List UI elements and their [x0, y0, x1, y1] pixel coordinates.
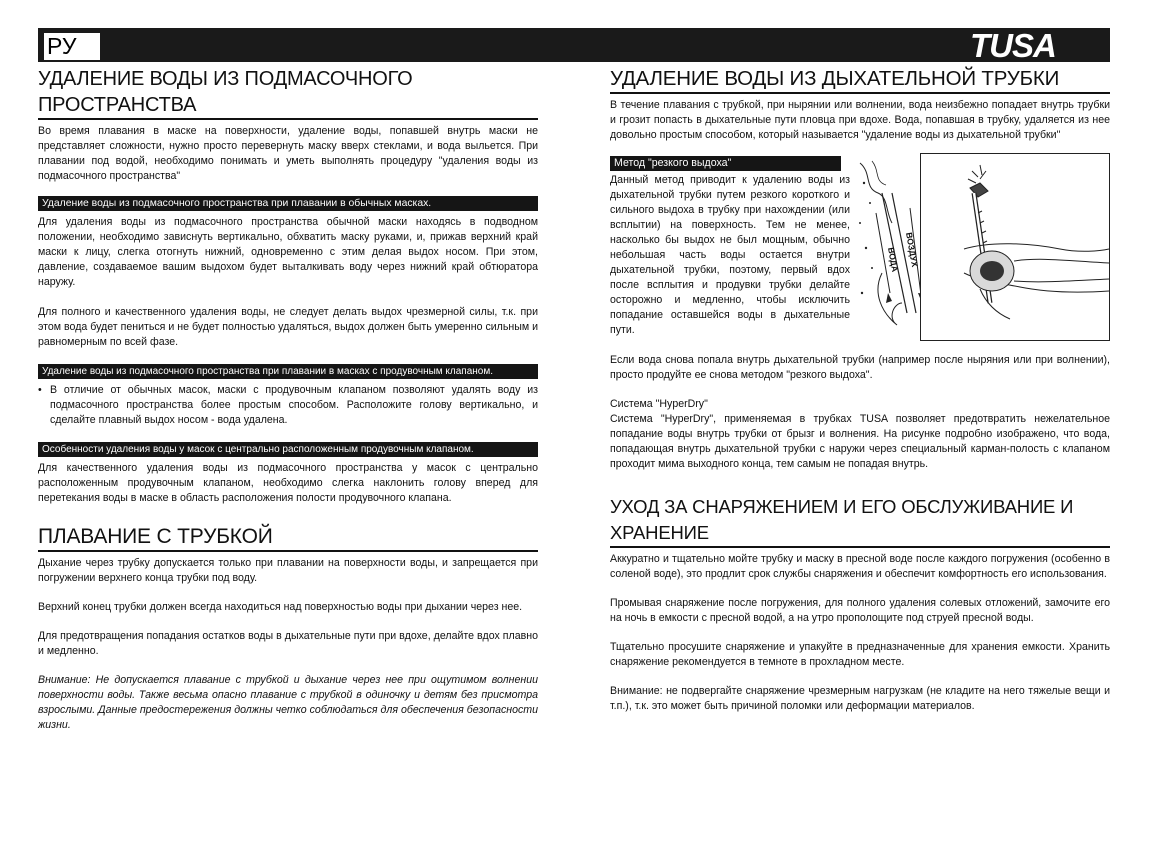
method-block	[610, 153, 1110, 345]
subheading-blast-method: Метод "резкого выдоха"	[610, 156, 841, 171]
section-title-mask-clearing: УДАЛЕНИЕ ВОДЫ ИЗ ПОДМАСОЧНОГО ПРОСТРАНСТВА	[38, 66, 538, 120]
bullet-mark: •	[38, 384, 42, 396]
section-title-care-maintenance: УХОД ЗА СНАРЯЖЕНИЕМ И ЕГО ОБСЛУЖИВАНИЕ И ХРАНЕНИЕ	[610, 494, 1110, 548]
brand-logo: TUSA	[970, 27, 1056, 64]
water-label: ВОДА	[886, 246, 901, 273]
purge-valve-bullet	[38, 383, 538, 428]
language-label: РУ	[44, 33, 100, 60]
right-column	[610, 66, 1110, 714]
subheading-central-valve-mask: Особенности удаления воды у масок с центрально расположенным продувочным клапаном.	[38, 442, 538, 457]
care-paragraph-2: Промывая снаряжение после погружения, для полного удаления солевых отложений, замочите его на ночь в емкости с пресной водой, а на утро прополощите под струей пресной воды.	[610, 597, 1110, 624]
mask-intro: Во время плавания в маске на поверхности, удаление воды, попавшей внутрь маски не представляет сложности, нужно просто перевернуть маску вверх стеклами, и вода выльется. При плавании под водой, необходимо понимать и уметь выполнять процедуру "удаления воды из подмасочного пространства"	[38, 125, 538, 182]
left-column	[38, 66, 538, 733]
snorkeling-paragraph-2: Верхний конец трубки должен всегда находиться над поверхностью воды при дыхании через нее.	[38, 601, 523, 613]
regular-mask-paragraph-2: Для полного и качественного удаления воды, не следует делать выдох чрезмерной силы, т.к. при этом вода будет пениться и не будет полностью удаляться, выдох должен быть умеренно сильным и равномерным по всей фазе.	[38, 306, 538, 348]
hyperdry-text: Система "HyperDry", применяемая в трубках TUSA позволяет предотвратить нежелательное попадание воды внутрь трубки от брызг и волнения. На рисунке подробно изображено, что вода, попадающая внутрь дыхательной трубки с наружи через специальный карман-полость с клапаном проходит мима выходного конца, тем самым не попадая внутрь.	[610, 413, 1110, 470]
snorkel-intro: В течение плавания с трубкой, при нырянии или волнении, вода неизбежно попадает внутрь трубки и грозит попасть в дыхательные пути пловца при вдохе. Вода, попавшая в трубку, удаляется из нее довольно простым способом, который называется "удаление воды из дыхательной трубки"	[610, 99, 1110, 141]
purge-valve-text: В отличие от обычных масок, маски с продувочным клапаном позволяют удалять воду из подмасочного пространства более простым способом. Расположите голову вертикально, и сделайте плавный выдох носом - вода удалена.	[50, 384, 538, 426]
hyperdry-illustration	[920, 153, 1110, 341]
snorkeling-paragraph-1: Дыхание через трубку допускается только при плавании на поверхности воды, и запрещается при погружении верхнего конца трубки под воду.	[38, 557, 538, 584]
air-label: ВОЗДУХ	[904, 231, 920, 268]
header-bar	[38, 28, 1110, 62]
section-title-snorkeling: ПЛАВАНИЕ С ТРУБКОЙ	[38, 524, 538, 552]
subheading-regular-mask: Удаление воды из подмасочного пространства при плавании в обычных масках.	[38, 196, 538, 211]
regular-mask-paragraph-1: Для удаления воды из подмасочного пространства обычной маски находясь в подводном положении, необходимо зависнуть вертикально, обхватить маску руками, и, прижав верхний край маски к лицу, слегка отогнуть нижний, одновременно с этим делая выдох носом. При этом, давление, создаваемое вашим выдохом будет выталкивать воду через нижний край обтюратора наружу.	[38, 216, 538, 288]
section-title-snorkel-clearing: УДАЛЕНИЕ ВОДЫ ИЗ ДЫХАТЕЛЬНОЙ ТРУБКИ	[610, 66, 1110, 94]
subheading-purge-valve-mask: Удаление воды из подмасочного пространства при плавании в масках с продувочным клапаном.	[38, 364, 538, 379]
snorkeling-paragraph-3: Для предотвращения попадания остатков воды в дыхательные пути при вдохе, делайте вдох плавно и медленно.	[38, 630, 538, 657]
care-paragraph-3: Тщательно просушите снаряжение и упакуйте в предназначенные для хранения емкости. Хранить снаряжение рекомендуется в темноте в прохладном месте.	[610, 641, 1110, 668]
snorkeling-warning: Внимание: Не допускается плавание с трубкой и дыхание через нее при ощутимом волнении поверхности воды. Также весьма опасно плавание с трубкой в одиночку и детям без присмотра взрослыми. Данные предостережения должны четко соблюдаться для обеспечения безопасности жизни.	[38, 674, 538, 731]
hyperdry-title: Система "HyperDry"	[610, 398, 708, 410]
blast-method-text: Данный метод приводит к удалению воды из дыхательной трубки путем резкого короткого и сильного выдоха в трубку при нахождении (или всплытии) на поверхность. Тем не менее, насколько бы выдох не был мощным, обычно небольшая часть воды остается внутри дыхательной трубки, поэтому, первый вдох после всплытия и продувки трубки делайте осторожно и медленно, чтобы исключить попадание оставшейся воды в дыхательные пути.	[610, 174, 850, 336]
care-paragraph-1: Аккуратно и тщательно мойте трубку и маску в пресной воде после каждого погружения (особенно в соленой воде), это продлит срок службы снаряжения и обеспечит комфортность его использования.	[610, 553, 1110, 580]
care-paragraph-4: Внимание: не подвергайте снаряжение чрезмерным нагрузкам (не кладите на него тяжелые вещи и т.п.), т.к. это может быть причиной поломки или деформации материалов.	[610, 685, 1110, 712]
repeat-blast-paragraph: Если вода снова попала внутрь дыхательной трубки (например после ныряния или при волнении), просто продуйте ее снова методом "резкого выдоха".	[610, 354, 1110, 381]
central-valve-paragraph: Для качественного удаления воды из подмасочного пространства у масок с центрально расположенным продувочным клапаном, необходимо слегка наклонить голову вперед для перетекания воды в маске в область расположения полости продувочного клапана.	[38, 462, 538, 504]
